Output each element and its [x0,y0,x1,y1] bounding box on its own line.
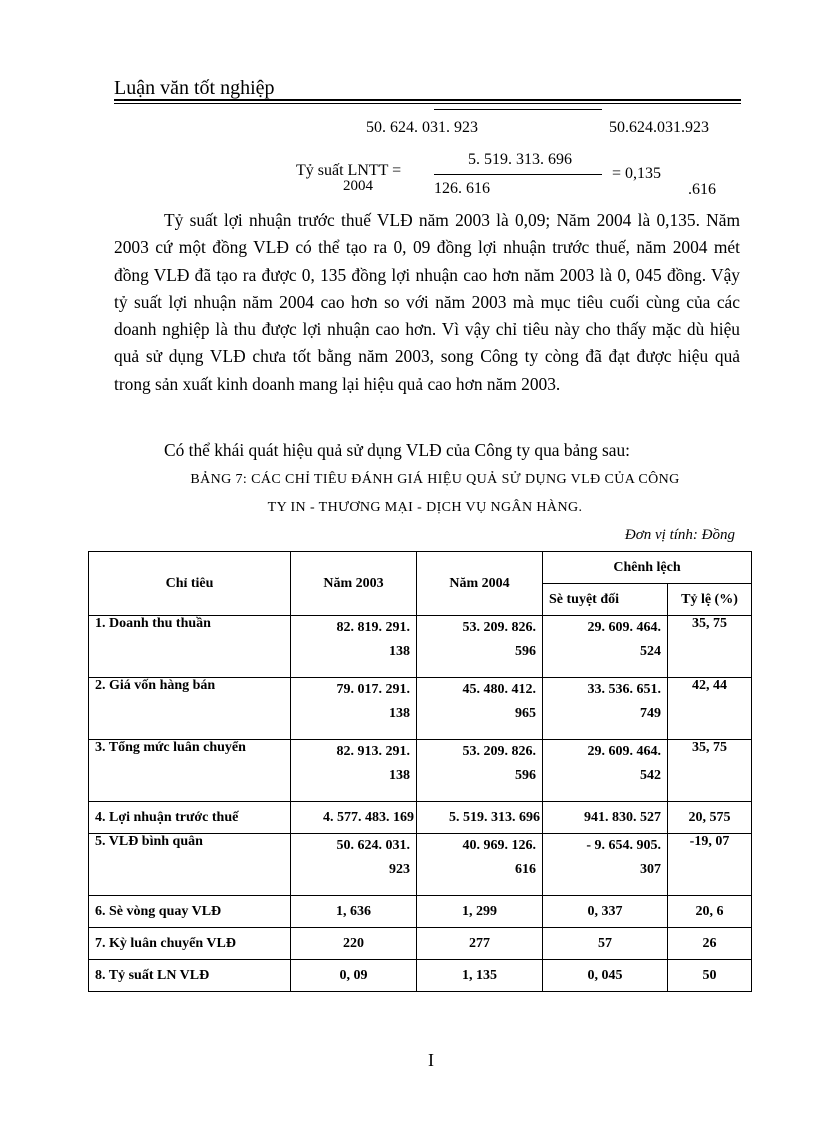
header-ratio: Tỷ lệ (%) [668,584,752,616]
document-header-title: Luận văn tốt nghiệp [114,77,275,99]
table-row [89,616,752,678]
table-row [89,834,752,896]
page-number: I [428,1050,434,1070]
table-row [89,896,752,928]
formula-label-year: 2004 [343,178,373,194]
cell-ratio: 35, 75 [668,616,752,678]
formula-fragment: .616 [688,181,716,198]
cell-2003: 82. 819. 291. 138 [291,616,417,678]
row-label: 2. Giá vốn hàng bán [89,678,291,740]
cell-2004: 45. 480. 412. 965 [417,678,543,740]
efficiency-table [88,551,752,992]
row-label: 1. Doanh thu thuần [89,616,291,678]
table-header-row [89,552,752,584]
cell-2003: 220 [291,928,417,960]
table-row [89,740,752,802]
cell-2003: 4. 577. 483. 169 [291,802,417,834]
row-label: 3. Tổng mức luân chuyển [89,740,291,802]
cell-ratio: 26 [668,928,752,960]
cell-2003: 50. 624. 031. 923 [291,834,417,896]
cell-absolute: 29. 609. 464. 524 [543,616,668,678]
formula-result: = 0,135 [612,165,662,182]
table-title-line2: TY IN - THƯƠNG MẠI - DỊCH VỤ NGÂN HÀNG. [267,500,583,515]
header-absolute: Sè tuyệt đối [543,584,668,616]
cell-2004: 1, 299 [417,896,543,928]
header-indicator: Chỉ tiêu [89,552,291,616]
cell-2003: 82. 913. 291. 138 [291,740,417,802]
cell-ratio: 35, 75 [668,740,752,802]
row-label: 4. Lợi nhuận trước thuế [89,802,291,834]
table-row [89,960,752,992]
cell-absolute: 33. 536. 651. 749 [543,678,668,740]
formula-numerator: 5. 519. 313. 696 [468,151,572,168]
table-row [89,678,752,740]
cell-ratio: 50 [668,960,752,992]
row-label: 7. Kỳ luân chuyển VLĐ [89,928,291,960]
header-rule [114,99,741,101]
formula-prev-denominator: 50. 624. 031. 923 [366,119,478,136]
row-label: 6. Sè vòng quay VLĐ [89,896,291,928]
unit-label: Đơn vị tính: Đồng [624,527,735,543]
cell-2004: 40. 969. 126. 616 [417,834,543,896]
cell-2004: 53. 209. 826. 596 [417,616,543,678]
table-title-line1: BẢNG 7: CÁC CHỈ TIÊU ĐÁNH GIÁ HIỆU QUẢ SỬ DỤNG VLĐ CỦA CÔNG [190,472,680,487]
cell-2004: 5. 519. 313. 696 [417,802,543,834]
cell-ratio: 20, 6 [668,896,752,928]
formula-top-line [434,109,602,110]
cell-absolute: - 9. 654. 905. 307 [543,834,668,896]
row-label: 8. Tỷ suất LN VLĐ [89,960,291,992]
formula-prev-value: 50.624.031.923 [609,119,709,136]
row-label: 5. VLĐ bình quân [89,834,291,896]
header-year-2003: Năm 2003 [291,552,417,616]
cell-2004: 1, 135 [417,960,543,992]
cell-absolute: 0, 337 [543,896,668,928]
table-row [89,928,752,960]
cell-2003: 79. 017. 291. 138 [291,678,417,740]
cell-absolute: 29. 609. 464. 542 [543,740,668,802]
cell-2004: 277 [417,928,543,960]
cell-ratio: 42, 44 [668,678,752,740]
header-difference: Chênh lệch [543,552,752,584]
cell-2003: 1, 636 [291,896,417,928]
table-intro-paragraph: Có thể khái quát hiệu quả sử dụng VLĐ của Công ty qua bảng sau: [164,440,631,460]
cell-absolute: 941. 830. 527 [543,802,668,834]
cell-2004: 53. 209. 826. 596 [417,740,543,802]
cell-absolute: 0, 045 [543,960,668,992]
table-row [89,802,752,834]
fraction-line [434,174,602,175]
formula-denominator: 126. 616 [434,180,490,197]
paragraph-text: Tỷ suất lợi nhuận trước thuế VLĐ năm 2003 là 0,09; Năm 2004 là 0,135. Năm 2003 cứ một đồng VLĐ có thể tạo ra 0, 09 đồng lợi nhuận trước thuế, năm 2004 mét đồng VLĐ đã tạo ra được 0, 135 đồng lợi nhuận cao hơn năm 2003 là 0, 045 đồng. Vậy tỷ suất lợi nhuận năm 2004 cao hơn so với năm 2003 mà mục tiêu cuối cùng của các doanh nghiệp là thu được lợi nhuận cao hơn. Vì vậy chỉ tiêu này cho thấy mặc dù hiệu quả sử dụng VLĐ chưa tốt bằng năm 2003, song Công ty còng đã đạt được hiệu quả trong sản xuất kinh doanh mang lại hiệu quả cao hơn năm 2003. [114,210,740,394]
header-year-2004: Năm 2004 [417,552,543,616]
body-paragraph [114,207,740,398]
cell-ratio: -19, 07 [668,834,752,896]
formula-label: Tỷ suất LNTT = [296,162,402,179]
cell-ratio: 20, 575 [668,802,752,834]
cell-absolute: 57 [543,928,668,960]
cell-2003: 0, 09 [291,960,417,992]
header-rule-thin [114,103,741,104]
